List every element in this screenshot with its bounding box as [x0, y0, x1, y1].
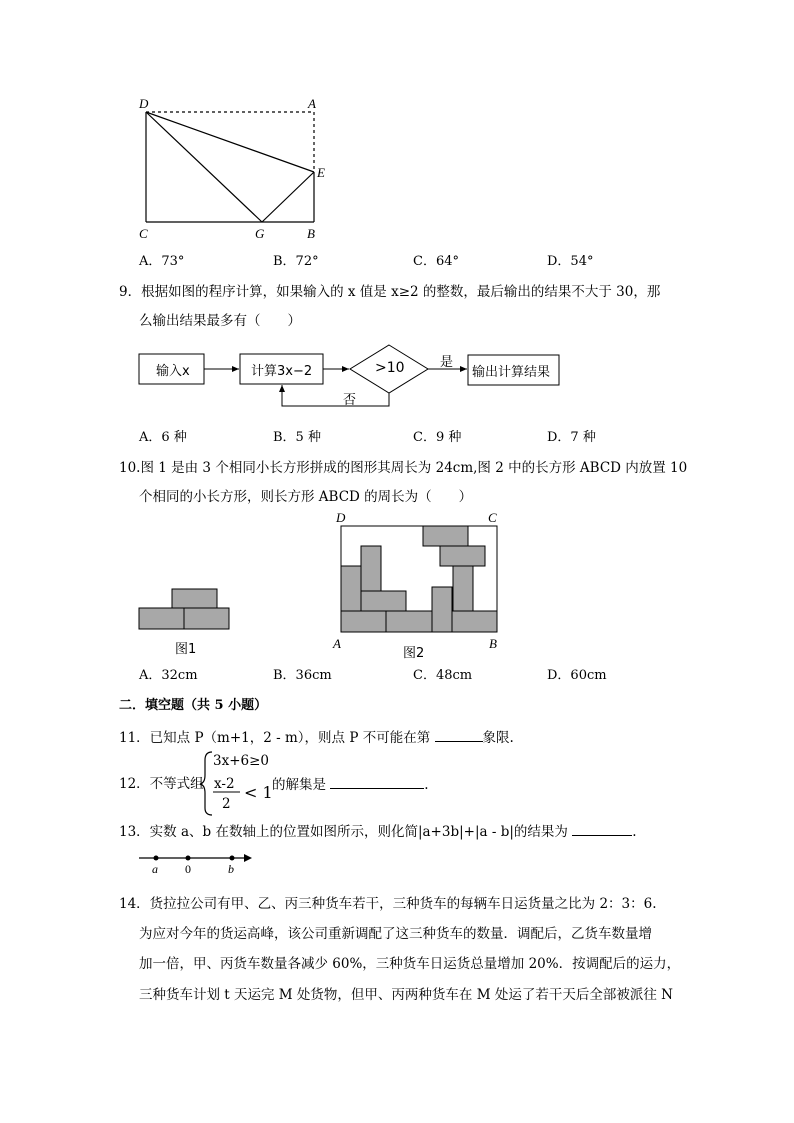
- q14-line-4: 三种货车计划 t 天运完 M 处货物，但甲、丙两种货车在 M 处运了若干天后全部被派往 N: [139, 987, 673, 1003]
- q10-option-a[interactable]: A．32cm: [139, 668, 198, 683]
- label-E: E: [317, 165, 325, 180]
- q8-option-b[interactable]: B．72°: [273, 254, 319, 269]
- q12-fraction-denominator: 2: [222, 796, 231, 812]
- flow-input-label: 输入x: [156, 364, 190, 379]
- q9-stem-line1: 9．根据如图的程序计算，如果输入的 x 值是 x≥2 的整数，最后输出的结果不大于 30，那: [119, 284, 661, 300]
- q10-stem-line1: 10.图 1 是由 3 个相同小长方形拼成的图形其周长为 24cm,图 2 中的长方形 ABCD 内放置 10: [119, 460, 688, 476]
- flow-condition-label: >10: [375, 360, 405, 376]
- q12-prefix: 12．不等式组: [119, 776, 204, 792]
- q11-text-end: 象限.: [482, 730, 514, 746]
- flow-yes-label: 是: [440, 355, 454, 370]
- q12-inequality-2-relation: < 1: [244, 783, 273, 802]
- section2-heading: 二．填空题（共 5 小题）: [119, 698, 268, 713]
- q14-line-3: 加一倍，甲、丙货车数量各减少 60%，三种货车日运货总量增加 20%．按调配后的运力，: [139, 956, 681, 972]
- label-D: D: [139, 96, 149, 111]
- flow-no-label: 否: [343, 393, 357, 408]
- q10-option-c[interactable]: C．48cm: [413, 668, 473, 683]
- flow-compute-label: 计算3x−2: [251, 364, 313, 379]
- axis-point-b: [230, 856, 235, 861]
- axis-label-b: b: [228, 862, 234, 876]
- q14-line-1: 14．货拉拉公司有甲、乙、丙三种货车若干，三种货车的每辆车日运货量之比为 2：3：6.: [119, 896, 657, 912]
- q12-end: .: [424, 777, 429, 793]
- label-C: C: [139, 226, 148, 241]
- axis-point-a: [154, 856, 159, 861]
- q10-stem-line2: 个相同的小长方形，则长方形 ABCD 的周长为（ ）: [139, 489, 473, 505]
- fig2-caption: 图2: [403, 646, 425, 661]
- q12-fraction-numerator: x-2: [214, 776, 235, 792]
- q13-text: 13．实数 a、b 在数轴上的位置如图所示，则化简|a+3b|+|a - b|的结果为: [119, 824, 573, 840]
- q9-stem-line2: 么输出结果最多有（ ）: [139, 313, 301, 329]
- q13-end: .: [632, 824, 637, 840]
- axis-point-0: [186, 856, 191, 861]
- fig2-label-C: C: [488, 510, 497, 525]
- q9-option-c[interactable]: C．9 种: [413, 430, 462, 445]
- fig2-label-B: B: [489, 636, 497, 651]
- fig1-caption: 图1: [175, 642, 197, 657]
- label-G: G: [255, 226, 265, 241]
- q9-option-a[interactable]: A．6 种: [139, 430, 187, 445]
- q8-option-d[interactable]: D．54°: [547, 254, 594, 269]
- label-A: A: [308, 96, 316, 111]
- q12-inequality-1: 3x+6≥0: [213, 753, 270, 769]
- q10-option-d[interactable]: D．60cm: [547, 668, 607, 683]
- q8-option-c[interactable]: C．64°: [413, 254, 459, 269]
- fig2-label-A: A: [333, 636, 341, 651]
- fig2-label-D: D: [336, 510, 346, 525]
- q12-suffix: 的解集是: [272, 777, 331, 793]
- q14-line-2: 为应对今年的货运高峰，该公司重新调配了这三种货车的数量．调配后，乙货车数量增: [139, 926, 652, 942]
- axis-label-0: 0: [185, 862, 191, 876]
- q9-option-b[interactable]: B．5 种: [273, 430, 321, 445]
- axis-label-a: a: [152, 862, 158, 876]
- q11-text: 11．已知点 P（m+1，2 - m），则点 P 不可能在第: [119, 730, 435, 746]
- q8-option-a[interactable]: A．73°: [139, 254, 185, 269]
- q9-option-d[interactable]: D．7 种: [547, 430, 596, 445]
- q10-option-b[interactable]: B．36cm: [273, 668, 332, 683]
- label-B: B: [307, 226, 315, 241]
- flow-output-label: 输出计算结果: [472, 365, 551, 380]
